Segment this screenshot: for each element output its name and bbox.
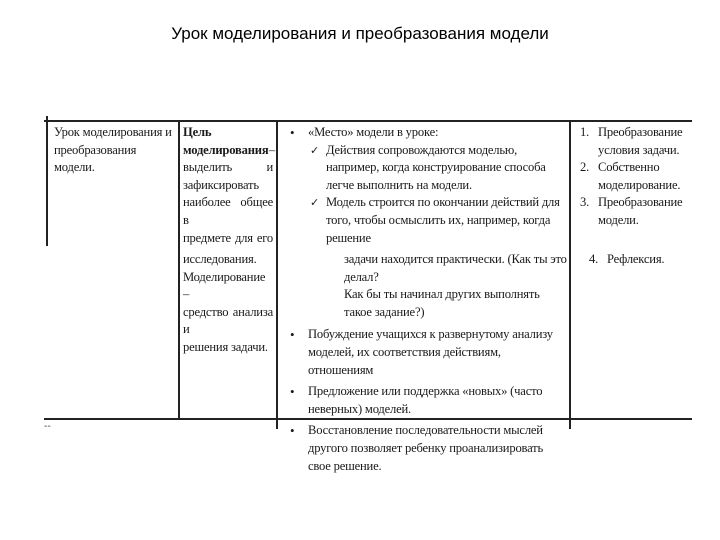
- bullet-item: • Предложение или поддержка «новых» (часто неверных) моделей.: [286, 383, 568, 418]
- goal-cell-top: [183, 124, 273, 247]
- goal-cell-bottom: [183, 251, 273, 357]
- check-item: [308, 194, 564, 247]
- stage-text: Рефлексия.: [607, 252, 665, 266]
- column-divider: [276, 120, 278, 249]
- stage-text: Собственно моделирование.: [598, 160, 681, 192]
- stage-item: [580, 159, 688, 194]
- goal-line: зафиксировать: [183, 177, 259, 192]
- slide-title: Урок моделирования и преобразования модели: [171, 24, 549, 43]
- column-divider: [178, 249, 180, 419]
- check-list: [286, 142, 564, 248]
- table-top-border: [44, 120, 692, 122]
- model-use-cell: [286, 251, 568, 475]
- continuation-line: Как бы ты начинал других выполнять такое задание?): [344, 287, 540, 319]
- goal-line: решения задачи.: [183, 339, 268, 354]
- stage-number: 4.: [589, 252, 599, 266]
- continuation-line: задачи находится практически. (Как ты это делал?: [344, 252, 567, 284]
- table-fragment-bottom: [44, 249, 692, 473]
- stages-cell-bottom: [589, 251, 689, 269]
- checkmark-icon: ✓: [310, 143, 320, 157]
- checkmark-icon: ✓: [310, 196, 320, 210]
- check-continuation: [286, 251, 568, 321]
- page-mark: --: [44, 421, 51, 432]
- check-item-text: Действия сопровождаются моделью, например, когда конструирование способа легче выполнить на модели.: [326, 142, 546, 192]
- stages-cell-top: [580, 124, 688, 230]
- column-divider: [569, 249, 571, 429]
- column-divider: [46, 116, 48, 246]
- stage-item: [589, 251, 689, 269]
- goal-line: наиболее общее в: [183, 195, 273, 227]
- goal-line: предмете для его: [183, 230, 273, 245]
- goal-heading: Цель моделирования: [183, 125, 269, 157]
- goal-dash: –: [268, 143, 275, 157]
- stage-number: 3.: [580, 195, 590, 210]
- column-divider: [276, 249, 278, 429]
- goal-line: Моделирование –: [183, 269, 266, 302]
- goal-line: средство анализа и: [183, 304, 273, 337]
- bullet-item: • Побуждение учащихся к развернутому анализу моделей, их соответствия действиям, отношениям: [286, 326, 568, 379]
- bullet-list: [286, 326, 568, 475]
- check-item: [308, 142, 564, 195]
- stage-text: Преобразование модели.: [598, 195, 683, 227]
- column-divider: [569, 120, 571, 249]
- goal-line: исследования.: [183, 252, 257, 266]
- stage-number: 1.: [580, 125, 590, 139]
- column-divider: [178, 120, 180, 249]
- bullet-item: • «Место» модели в уроке:: [286, 124, 564, 142]
- stage-item: [580, 194, 688, 229]
- bullet-item: • Восстановление последовательности мыслей другого позволяет ребенку проанализировать свое решение.: [286, 422, 568, 475]
- check-item-text: Модель строится по окончании действий для того, чтобы осмыслить их, например, когда решение: [326, 195, 560, 245]
- stage-text: Преобразование условия задачи.: [598, 125, 683, 157]
- goal-line: выделить и: [183, 160, 273, 175]
- table-fragment-top: [44, 116, 692, 249]
- stage-number: 2.: [580, 160, 590, 175]
- lesson-type-cell: Урок моделирования и преобразования модели.: [54, 125, 172, 175]
- model-place-cell: [286, 124, 564, 247]
- stage-item: [580, 124, 688, 159]
